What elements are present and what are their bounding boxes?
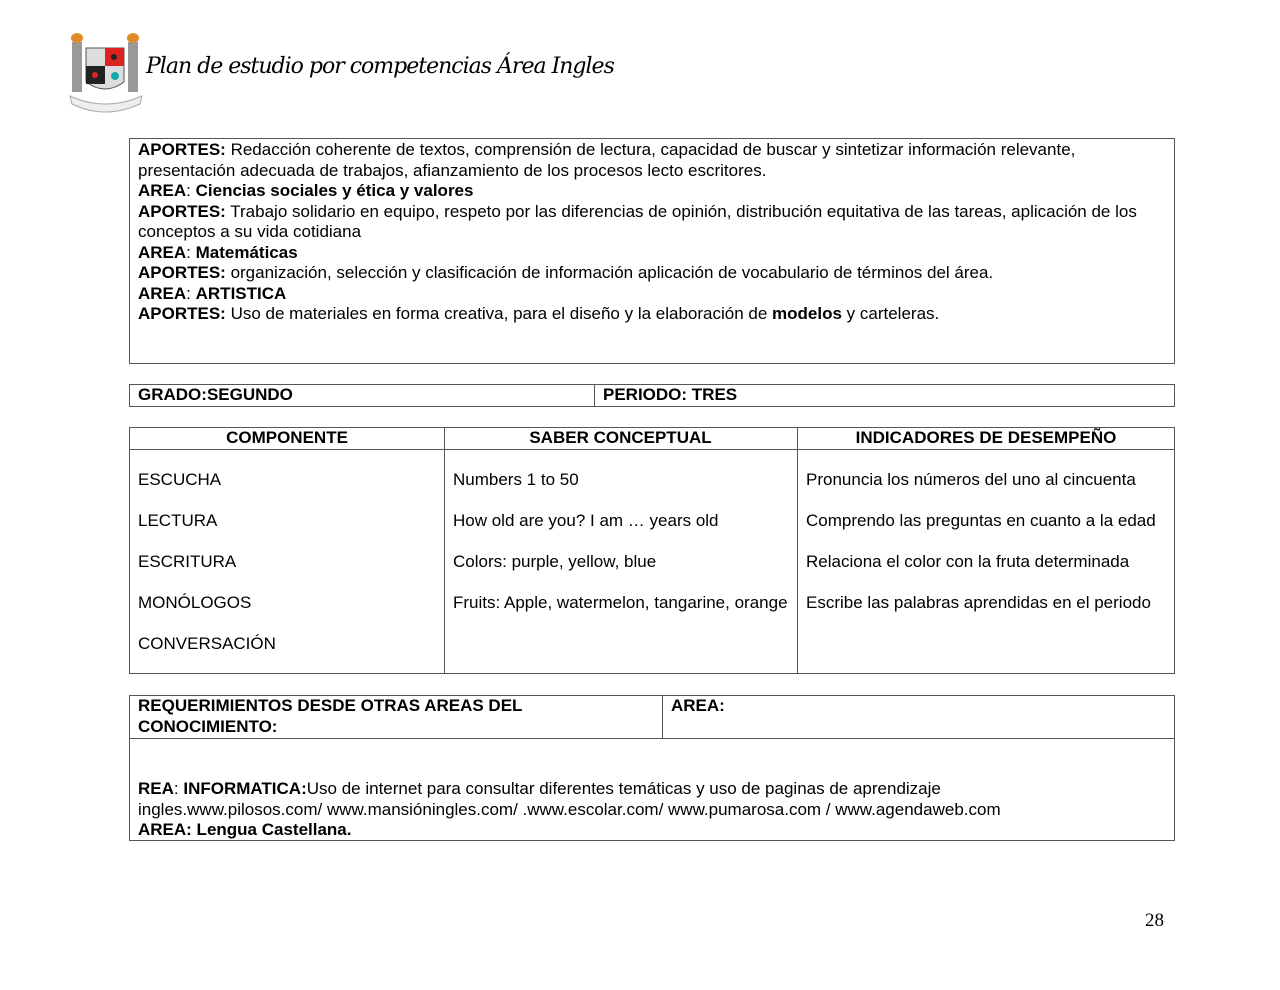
aportes-box (129, 138, 1175, 364)
area-sociales: AREA: Ciencias sociales y ética y valores (138, 181, 474, 200)
saber-item: How old are you? I am … years old (453, 511, 719, 530)
document-title: Plan de estudio por competencias Área Ingles (146, 54, 614, 79)
aportes-matematicas: APORTES: organización, selección y clasificación de información aplicación de vocabulario de términos del área. (138, 263, 994, 282)
indicador-item: Pronuncia los números del uno al cincuenta (806, 470, 1136, 489)
componentes-table (129, 427, 1175, 674)
componente-item: ESCUCHA (138, 470, 222, 489)
aportes-lectura: APORTES: Redacción coherente de textos, comprensión de lectura, capacidad de buscar y sintetizar información relevante, presentación adecuada de trabajos, afianzamiento de los procesos lecto escritores. (138, 140, 1076, 180)
requerimientos-table (129, 695, 1175, 841)
indicador-item: Escribe las palabras aprendidas en el periodo (806, 593, 1151, 612)
requerimientos-header: REQUERIMIENTOS DESDE OTRAS AREAS DEL CONOCIMIENTO: (138, 696, 523, 736)
links-text: ingles.www.pilosos.com/ www.mansióningles.com/ .www.escolar.com/ www.pumarosa.com / www.agendaweb.com (138, 799, 1001, 819)
periodo-label: PERIODO: TRES (603, 385, 738, 404)
header-componente: COMPONENTE (226, 428, 348, 447)
area-matematicas: AREA: Matemáticas (138, 242, 298, 262)
header-indicadores: INDICADORES DE DESEMPEÑO (855, 428, 1117, 447)
area-header: AREA: (671, 696, 725, 715)
componente-item: MONÓLOGOS (138, 593, 252, 612)
grado-table (129, 384, 1175, 407)
lengua-castellana: AREA: Lengua Castellana. (138, 820, 352, 839)
componente-item: ESCRITURA (138, 552, 237, 571)
saber-list (445, 470, 797, 634)
componente-item: CONVERSACIÓN (138, 634, 276, 653)
saber-item: Fruits: Apple, watermelon, tangarine, orange (453, 593, 788, 612)
indicadores-list (798, 470, 1175, 634)
indicador-item: Comprendo las preguntas en cuanto a la edad (806, 511, 1156, 530)
aportes-sociales: APORTES: Trabajo solidario en equipo, respeto por las diferencias de opinión, distribución equitativa de las tareas, aplicación de los conceptos a su vida cotidiana (138, 201, 1137, 241)
grado-label: GRADO:SEGUNDO (138, 385, 293, 404)
componente-item: LECTURA (138, 511, 218, 530)
header-saber: SABER CONCEPTUAL (529, 428, 712, 447)
indicador-item: Relaciona el color con la fruta determinada (806, 552, 1130, 571)
componente-list (130, 470, 444, 675)
page-number: 28 (1145, 910, 1164, 931)
saber-item: Numbers 1 to 50 (453, 470, 579, 489)
aportes-artistica: APORTES: Uso de materiales en forma creativa, para el diseño y la elaboración de modelos y carteleras. (138, 304, 940, 323)
school-crest-logo (66, 30, 150, 120)
area-artistica: AREA: ARTISTICA (138, 283, 287, 303)
requerimientos-content: REA: INFORMATICA:Uso de internet para consultar diferentes temáticas y uso de paginas de aprendizaje ingles.www.pilosos.com/ www.mansióningles.com/ .www.escolar.com/ www.pumarosa.com / www.agendaweb.com AREA: Lengua Castellana. (130, 779, 1174, 841)
saber-item: Colors: purple, yellow, blue (453, 552, 657, 571)
